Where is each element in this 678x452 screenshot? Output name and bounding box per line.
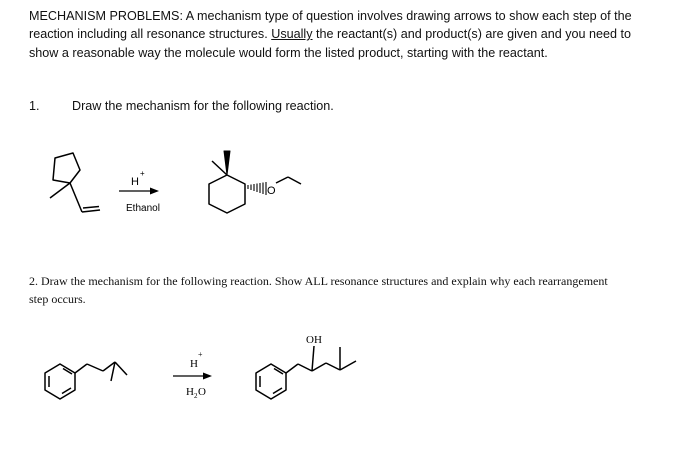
ring-methyl-bond bbox=[212, 161, 227, 175]
water-label-h: H bbox=[186, 386, 194, 398]
solvent-label: Ethanol bbox=[126, 203, 160, 214]
ether-hash-bond bbox=[248, 182, 266, 195]
product-chain-1 bbox=[286, 364, 298, 373]
question-1-number: 1. bbox=[29, 99, 40, 113]
product-methyl-right bbox=[340, 361, 356, 370]
alkene-bond-a bbox=[82, 210, 100, 212]
product-chain-3 bbox=[312, 363, 326, 371]
vinyl-bond bbox=[70, 183, 82, 212]
reagent-h: H bbox=[131, 176, 139, 188]
ethyl-bond-1 bbox=[276, 177, 288, 183]
intro-text-1: MECHANISM PROBLEMS: A mechanism type of question involves drawing arrows to show each step of the reaction including all resonance structures. bbox=[29, 9, 632, 42]
methyl-wedge bbox=[224, 151, 230, 175]
oh-bond bbox=[312, 346, 314, 371]
reaction-1-arrowhead bbox=[150, 188, 159, 195]
water-label-o: O bbox=[198, 386, 206, 398]
question-2-text: 2. Draw the mechanism for the following reaction. Show ALL resonance structures and explain why each rearrangement step occurs. bbox=[29, 274, 608, 306]
reaction-2-arrowhead bbox=[203, 373, 212, 380]
intro-underlined-word: Usually bbox=[271, 27, 313, 42]
reagent-2-charge: + bbox=[198, 350, 203, 359]
chain-bond-1 bbox=[75, 364, 87, 373]
question-1-text: Draw the mechanism for the following reaction. bbox=[72, 99, 334, 113]
reagent-charge: + bbox=[140, 169, 145, 178]
methyl-bond bbox=[50, 183, 70, 198]
water-label-subscript: 2 bbox=[194, 392, 198, 400]
ethyl-bond-2 bbox=[288, 177, 301, 184]
reaction-2-arrow-group bbox=[173, 350, 212, 400]
reagent-2-h: H bbox=[190, 358, 198, 370]
hydroxyl-label: OH bbox=[306, 334, 322, 346]
reaction-1-reactant-molecule bbox=[50, 153, 100, 212]
intro-text-2: the reactant(s) and product(s) are given and you need to show a reasonable way the molecule would form the listed product, starting with the reactant. bbox=[29, 27, 632, 60]
alkene-bond-b bbox=[83, 207, 99, 209]
chain-bond-2 bbox=[87, 364, 103, 371]
reaction-2-product-molecule bbox=[256, 346, 356, 399]
reaction-1-arrow-group bbox=[119, 169, 160, 214]
product-chain-4 bbox=[326, 363, 340, 370]
cyclohexane-ring bbox=[209, 175, 245, 213]
reaction-2-reactant-molecule bbox=[45, 362, 127, 399]
reaction-1-product-molecule bbox=[209, 151, 301, 213]
product-chain-2 bbox=[298, 364, 312, 371]
ether-oxygen-label: O bbox=[267, 185, 276, 197]
chain-bond-4 bbox=[115, 362, 127, 375]
cyclopentane-ring bbox=[53, 153, 80, 183]
